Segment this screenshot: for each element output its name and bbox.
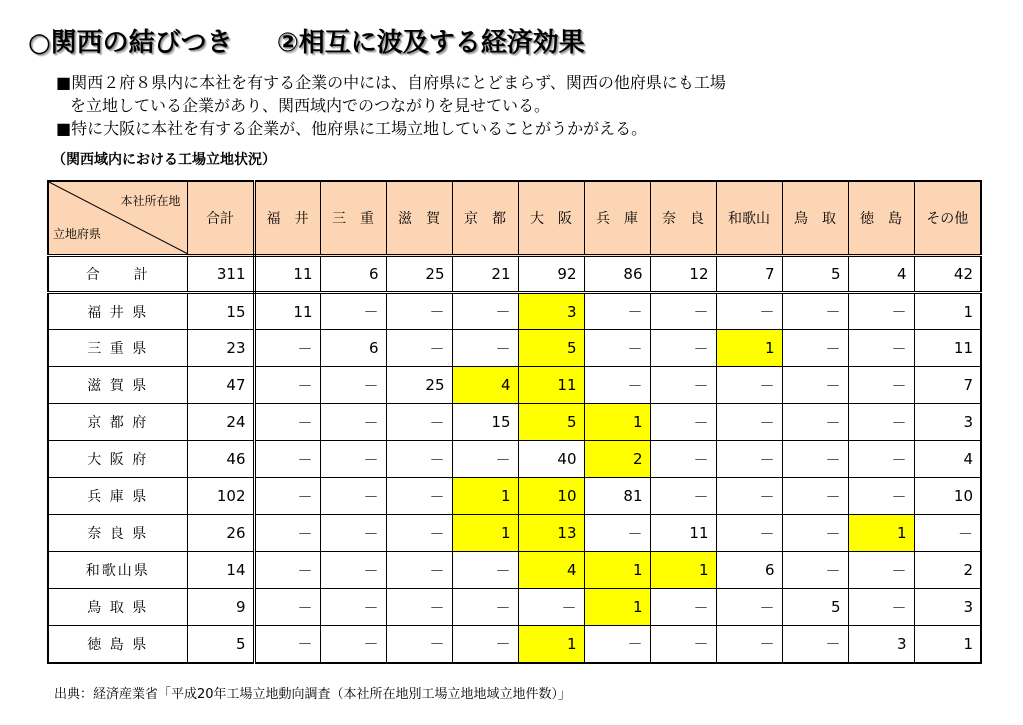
table-row <box>48 626 981 663</box>
table-cell: － <box>650 441 716 478</box>
table-cell: － <box>254 404 320 441</box>
table-cell: － <box>452 589 518 626</box>
column-header: 大 阪 <box>518 181 584 256</box>
table-cell: 9 <box>187 589 254 626</box>
table-row <box>48 589 981 626</box>
table-cell: 10 <box>914 478 981 515</box>
highlighted-cell: 4 <box>518 552 584 589</box>
highlighted-cell: 5 <box>518 404 584 441</box>
table-cell: 3 <box>914 404 981 441</box>
highlighted-cell: 1 <box>716 330 782 367</box>
table-cell: － <box>386 552 452 589</box>
table-cell: － <box>716 404 782 441</box>
table-cell: － <box>386 589 452 626</box>
table-cell: － <box>254 626 320 663</box>
row-label: 滋 賀 県 <box>48 367 187 404</box>
table-cell: － <box>782 552 848 589</box>
table-cell: － <box>386 515 452 552</box>
table-cell: － <box>584 626 650 663</box>
table-cell: 102 <box>187 478 254 515</box>
table-cell: － <box>320 478 386 515</box>
table-cell: 15 <box>452 404 518 441</box>
table-cell: － <box>452 293 518 330</box>
table-cell: － <box>254 478 320 515</box>
table-cell: － <box>716 589 782 626</box>
table-body <box>48 256 981 663</box>
table-cell: － <box>320 552 386 589</box>
table-cell: － <box>320 589 386 626</box>
corner-label-location: 立地府県 <box>53 227 102 241</box>
table-cell: － <box>650 626 716 663</box>
column-header: 福 井 <box>254 181 320 256</box>
table-cell: － <box>782 478 848 515</box>
table-cell: － <box>584 367 650 404</box>
table-cell: － <box>650 404 716 441</box>
table-cell: 86 <box>584 256 650 293</box>
bullet-line-2: を立地している企業があり、関西域内でのつながりを見せている。 <box>70 96 551 115</box>
bullet-text <box>56 71 726 140</box>
table-cell: 47 <box>187 367 254 404</box>
table-cell: 4 <box>848 256 914 293</box>
table-cell: 1 <box>914 293 981 330</box>
table-row <box>48 367 981 404</box>
table-cell: － <box>452 626 518 663</box>
table-cell: 1 <box>914 626 981 663</box>
table-row <box>48 478 981 515</box>
table-row <box>48 330 981 367</box>
table-cell: － <box>386 404 452 441</box>
column-header: 和歌山 <box>716 181 782 256</box>
table-cell: － <box>386 626 452 663</box>
column-header: 徳 島 <box>848 181 914 256</box>
table-row <box>48 515 981 552</box>
factory-location-table <box>47 180 982 664</box>
table-cell: － <box>320 367 386 404</box>
table-cell: － <box>716 441 782 478</box>
table-cell: 46 <box>187 441 254 478</box>
source-note: 出典：経済産業省「平成20年工場立地動向調査（本社所在地別工場立地地域立地件数）」 <box>54 687 572 702</box>
table-cell: － <box>386 293 452 330</box>
table-cell: － <box>650 478 716 515</box>
highlighted-cell: 5 <box>518 330 584 367</box>
table-cell: － <box>254 367 320 404</box>
table-cell: － <box>848 552 914 589</box>
table-cell: － <box>518 589 584 626</box>
column-header: 兵 庫 <box>584 181 650 256</box>
table-cell: － <box>848 441 914 478</box>
corner-header <box>48 181 187 256</box>
table-cell: － <box>254 330 320 367</box>
highlighted-cell: 1 <box>452 515 518 552</box>
table-cell: － <box>716 293 782 330</box>
row-label: 京 都 府 <box>48 404 187 441</box>
highlighted-cell: 1 <box>584 552 650 589</box>
table-cell: 6 <box>320 330 386 367</box>
highlighted-cell: 4 <box>452 367 518 404</box>
table-cell: 14 <box>187 552 254 589</box>
table-cell: 11 <box>650 515 716 552</box>
table-cell: － <box>452 552 518 589</box>
table-cell: － <box>650 330 716 367</box>
highlighted-cell: 1 <box>584 589 650 626</box>
total-row <box>48 256 981 293</box>
table-cell: 7 <box>716 256 782 293</box>
table-cell: － <box>848 330 914 367</box>
table-cell: 5 <box>782 256 848 293</box>
row-label: 鳥 取 県 <box>48 589 187 626</box>
table-row <box>48 404 981 441</box>
table-cell: 5 <box>782 589 848 626</box>
table-cell: 311 <box>187 256 254 293</box>
row-label: 福 井 県 <box>48 293 187 330</box>
table-cell: － <box>584 330 650 367</box>
table-cell: 11 <box>254 293 320 330</box>
table-cell: 21 <box>452 256 518 293</box>
table-cell: － <box>254 589 320 626</box>
row-label: 奈 良 県 <box>48 515 187 552</box>
table-cell: － <box>716 478 782 515</box>
highlighted-cell: 2 <box>584 441 650 478</box>
table-cell: － <box>650 293 716 330</box>
table-header-row <box>48 181 981 256</box>
highlighted-cell: 3 <box>518 293 584 330</box>
column-header: 奈 良 <box>650 181 716 256</box>
table-cell: － <box>848 478 914 515</box>
column-header: 合計 <box>187 181 254 256</box>
table-cell: 25 <box>386 367 452 404</box>
bullet-line-1: ■関西２府８県内に本社を有する企業の中には、自府県にとどまらず、関西の他府県にも工場 <box>56 73 726 92</box>
table-cell: － <box>650 367 716 404</box>
table-cell: － <box>452 441 518 478</box>
table-cell: 24 <box>187 404 254 441</box>
table-cell: 15 <box>187 293 254 330</box>
table-cell: － <box>650 589 716 626</box>
bullet-line-3: ■特に大阪に本社を有する企業が、他府県に工場立地していることがうかがえる。 <box>56 119 648 138</box>
highlighted-cell: 1 <box>848 515 914 552</box>
table-cell: － <box>320 404 386 441</box>
table-cell: 42 <box>914 256 981 293</box>
table-cell: － <box>782 293 848 330</box>
table-caption: （関西域内における工場立地状況） <box>52 152 276 168</box>
table-row <box>48 552 981 589</box>
table-cell: － <box>716 515 782 552</box>
column-header: 滋 賀 <box>386 181 452 256</box>
table-cell: 12 <box>650 256 716 293</box>
row-label: 和歌山県 <box>48 552 187 589</box>
highlighted-cell: 10 <box>518 478 584 515</box>
table-cell: － <box>782 626 848 663</box>
row-label: 合 計 <box>48 256 187 293</box>
table-row <box>48 293 981 330</box>
row-label: 兵 庫 県 <box>48 478 187 515</box>
table-cell: － <box>848 367 914 404</box>
highlighted-cell: 1 <box>584 404 650 441</box>
row-label: 徳 島 県 <box>48 626 187 663</box>
table-cell: 11 <box>254 256 320 293</box>
column-header: 鳥 取 <box>782 181 848 256</box>
table-cell: － <box>254 552 320 589</box>
table-cell: － <box>254 515 320 552</box>
table-cell: － <box>452 330 518 367</box>
row-label: 大 阪 府 <box>48 441 187 478</box>
table-cell: － <box>782 404 848 441</box>
table-cell: － <box>848 293 914 330</box>
table-cell: － <box>848 589 914 626</box>
table-cell: 3 <box>914 589 981 626</box>
table-cell: 6 <box>320 256 386 293</box>
table-cell: 2 <box>914 552 981 589</box>
table-cell: 23 <box>187 330 254 367</box>
table-cell: 11 <box>914 330 981 367</box>
table-row <box>48 441 981 478</box>
table-cell: 92 <box>518 256 584 293</box>
highlighted-cell: 11 <box>518 367 584 404</box>
title-part-1: ○関西の結びつき <box>28 28 233 58</box>
table-cell: 6 <box>716 552 782 589</box>
table-cell: 81 <box>584 478 650 515</box>
row-label: 三 重 県 <box>48 330 187 367</box>
highlighted-cell: 1 <box>650 552 716 589</box>
table-cell: － <box>386 330 452 367</box>
table-cell: － <box>914 515 981 552</box>
table-cell: 25 <box>386 256 452 293</box>
table-cell: 40 <box>518 441 584 478</box>
table-cell: － <box>782 515 848 552</box>
column-header: 京 都 <box>452 181 518 256</box>
table-cell: － <box>848 404 914 441</box>
table-cell: － <box>386 441 452 478</box>
highlighted-cell: 1 <box>452 478 518 515</box>
table-cell: － <box>716 626 782 663</box>
table-cell: － <box>782 441 848 478</box>
table-cell: － <box>584 293 650 330</box>
table-cell: 5 <box>187 626 254 663</box>
table-cell: 4 <box>914 441 981 478</box>
table-cell: － <box>584 515 650 552</box>
table-cell: － <box>320 441 386 478</box>
table-cell: － <box>386 478 452 515</box>
column-header: 三 重 <box>320 181 386 256</box>
table-cell: － <box>782 330 848 367</box>
highlighted-cell: 13 <box>518 515 584 552</box>
table-cell: － <box>320 293 386 330</box>
table-cell: － <box>716 367 782 404</box>
page-title <box>28 22 585 59</box>
table-cell: 7 <box>914 367 981 404</box>
table-cell: － <box>320 626 386 663</box>
column-header: その他 <box>914 181 981 256</box>
table-cell: － <box>320 515 386 552</box>
highlighted-cell: 1 <box>518 626 584 663</box>
corner-label-head-office: 本社所在地 <box>120 194 181 208</box>
table-cell: 3 <box>848 626 914 663</box>
table-cell: － <box>782 367 848 404</box>
table-cell: 26 <box>187 515 254 552</box>
table-cell: － <box>254 441 320 478</box>
title-part-2: ②相互に波及する経済効果 <box>276 28 585 58</box>
